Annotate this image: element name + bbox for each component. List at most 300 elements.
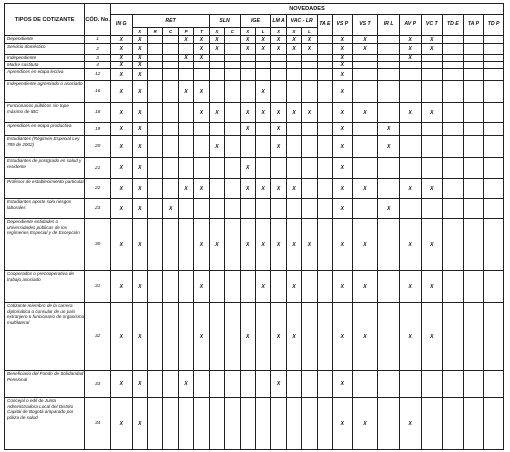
mark-cell: X: [240, 123, 255, 136]
empty-cell: [317, 271, 332, 303]
empty-cell: [484, 55, 504, 62]
mark-cell: X: [240, 303, 255, 371]
table-row: [5, 271, 504, 303]
mark-cell: X: [255, 44, 270, 55]
empty-cell: [163, 44, 178, 55]
empty-cell: [317, 36, 332, 44]
mark-cell: X: [378, 199, 400, 219]
novedad-sub-1-0: X: [132, 28, 147, 36]
empty-cell: [352, 158, 378, 179]
mark-cell: X: [352, 179, 378, 199]
empty-cell: [147, 158, 162, 179]
empty-cell: [484, 103, 504, 123]
mark-cell: X: [255, 219, 270, 271]
empty-cell: [463, 179, 484, 199]
mark-cell: X: [352, 398, 378, 450]
mark-cell: X: [132, 271, 147, 303]
table-row: [5, 69, 504, 81]
empty-cell: [194, 371, 209, 398]
empty-cell: [286, 199, 301, 219]
mark-cell: X: [352, 219, 378, 271]
mark-cell: X: [286, 103, 301, 123]
mark-cell: X: [421, 179, 443, 199]
empty-cell: [352, 62, 378, 69]
tipo-cotizante-cell: Madre sustituta: [5, 62, 85, 69]
empty-cell: [209, 371, 224, 398]
novedad-col-8: VS T: [352, 15, 378, 36]
empty-cell: [147, 371, 162, 398]
empty-cell: [302, 69, 317, 81]
empty-cell: [421, 69, 443, 81]
mark-cell: X: [255, 36, 270, 44]
mark-cell: X: [110, 271, 132, 303]
mark-cell: X: [178, 179, 193, 199]
empty-cell: [463, 219, 484, 271]
empty-cell: [286, 123, 301, 136]
empty-cell: [163, 36, 178, 44]
empty-cell: [463, 103, 484, 123]
empty-cell: [463, 81, 484, 103]
empty-cell: [225, 103, 240, 123]
empty-cell: [317, 371, 332, 398]
empty-cell: [484, 44, 504, 55]
mark-cell: X: [333, 69, 353, 81]
empty-cell: [421, 371, 443, 398]
novedad-group-3: IGE: [240, 15, 271, 28]
mark-cell: X: [240, 158, 255, 179]
empty-cell: [240, 398, 255, 450]
empty-cell: [271, 271, 286, 303]
mark-cell: X: [132, 69, 147, 81]
codigo-cell: 4: [85, 62, 111, 69]
mark-cell: X: [110, 123, 132, 136]
mark-cell: X: [132, 103, 147, 123]
mark-cell: X: [132, 158, 147, 179]
empty-cell: [378, 179, 400, 199]
empty-cell: [147, 69, 162, 81]
empty-cell: [317, 136, 332, 158]
mark-cell: X: [132, 136, 147, 158]
empty-cell: [463, 303, 484, 371]
mark-cell: X: [333, 62, 353, 69]
empty-cell: [209, 303, 224, 371]
mark-cell: X: [255, 179, 270, 199]
empty-cell: [302, 179, 317, 199]
empty-cell: [484, 36, 504, 44]
empty-cell: [225, 62, 240, 69]
mark-cell: X: [194, 81, 209, 103]
mark-cell: X: [399, 44, 421, 55]
empty-cell: [421, 398, 443, 450]
empty-cell: [421, 55, 443, 62]
empty-cell: [484, 179, 504, 199]
empty-cell: [302, 123, 317, 136]
empty-cell: [255, 55, 270, 62]
mark-cell: X: [132, 371, 147, 398]
empty-cell: [302, 199, 317, 219]
novedad-group-2: SLN: [209, 15, 240, 28]
empty-cell: [209, 62, 224, 69]
empty-cell: [352, 55, 378, 62]
novedad-col-10: AV P: [399, 15, 421, 36]
empty-cell: [352, 199, 378, 219]
empty-cell: [225, 36, 240, 44]
empty-cell: [302, 136, 317, 158]
mark-cell: X: [352, 271, 378, 303]
codigo-cell: 21: [85, 158, 111, 179]
mark-cell: X: [178, 81, 193, 103]
mark-cell: X: [421, 271, 443, 303]
table-row: [5, 36, 504, 44]
novedad-sub-5-0: X: [286, 28, 301, 36]
empty-cell: [225, 136, 240, 158]
empty-cell: [271, 69, 286, 81]
table-row: [5, 179, 504, 199]
empty-cell: [352, 123, 378, 136]
mark-cell: X: [399, 103, 421, 123]
table-row: [5, 81, 504, 103]
empty-cell: [317, 44, 332, 55]
mark-cell: X: [352, 303, 378, 371]
mark-cell: X: [302, 219, 317, 271]
empty-cell: [286, 81, 301, 103]
empty-cell: [302, 62, 317, 69]
empty-cell: [255, 69, 270, 81]
novedad-col-0: IN G: [110, 15, 132, 36]
empty-cell: [163, 179, 178, 199]
mark-cell: X: [271, 303, 286, 371]
empty-cell: [147, 81, 162, 103]
novedad-sub-4-0: X: [271, 28, 286, 36]
empty-cell: [463, 371, 484, 398]
mark-cell: X: [194, 44, 209, 55]
empty-cell: [286, 371, 301, 398]
novedad-col-12: TD E: [443, 15, 464, 36]
mark-cell: X: [209, 36, 224, 44]
empty-cell: [147, 136, 162, 158]
mark-cell: X: [352, 103, 378, 123]
mark-cell: X: [110, 36, 132, 44]
empty-cell: [378, 44, 400, 55]
empty-cell: [378, 55, 400, 62]
empty-cell: [302, 271, 317, 303]
novedad-sub-3-1: L: [255, 28, 270, 36]
table-row: [5, 158, 504, 179]
empty-cell: [178, 136, 193, 158]
tipo-cotizante-cell: Concejal o edil de Junta Administradora Local del Distrito Capital de Bogotá amparado por póliza de salud: [5, 398, 85, 450]
mark-cell: X: [333, 44, 353, 55]
empty-cell: [317, 81, 332, 103]
empty-cell: [147, 44, 162, 55]
mark-cell: X: [209, 136, 224, 158]
mark-cell: X: [399, 303, 421, 371]
codigo-cell: 2: [85, 44, 111, 55]
mark-cell: X: [132, 62, 147, 69]
empty-cell: [443, 55, 464, 62]
novedad-sub-3-0: X: [240, 28, 255, 36]
mark-cell: X: [352, 44, 378, 55]
mark-cell: X: [110, 179, 132, 199]
mark-cell: X: [194, 271, 209, 303]
mark-cell: X: [110, 69, 132, 81]
novedad-sub-2-0: X: [209, 28, 224, 36]
empty-cell: [378, 271, 400, 303]
table-body: [5, 36, 504, 450]
table-row: [5, 55, 504, 62]
empty-cell: [163, 371, 178, 398]
empty-cell: [463, 36, 484, 44]
empty-cell: [399, 199, 421, 219]
tipo-cotizante-cell: Independiente: [5, 55, 85, 62]
empty-cell: [147, 36, 162, 44]
empty-cell: [463, 69, 484, 81]
empty-cell: [271, 158, 286, 179]
empty-cell: [209, 69, 224, 81]
codigo-cell: 23: [85, 199, 111, 219]
codigo-cell: 34: [85, 398, 111, 450]
empty-cell: [147, 398, 162, 450]
novedad-sub-5-1: L: [302, 28, 317, 36]
empty-cell: [399, 81, 421, 103]
novedad-sub-1-3: P: [178, 28, 193, 36]
empty-cell: [240, 62, 255, 69]
empty-cell: [443, 123, 464, 136]
empty-cell: [352, 136, 378, 158]
empty-cell: [209, 55, 224, 62]
empty-cell: [302, 303, 317, 371]
mark-cell: X: [399, 36, 421, 44]
empty-cell: [255, 371, 270, 398]
mark-cell: X: [194, 179, 209, 199]
empty-cell: [421, 62, 443, 69]
tipo-cotizante-cell: Profesor de establecimiento particular: [5, 179, 85, 199]
empty-cell: [255, 62, 270, 69]
mark-cell: X: [110, 103, 132, 123]
codigo-cell: 19: [85, 123, 111, 136]
mark-cell: X: [286, 271, 301, 303]
mark-cell: X: [421, 36, 443, 44]
mark-cell: X: [132, 219, 147, 271]
mark-cell: X: [333, 303, 353, 371]
tipo-cotizante-cell: Independiente agremiado o asociado: [5, 81, 85, 103]
table-row: [5, 303, 504, 371]
empty-cell: [225, 398, 240, 450]
empty-cell: [240, 371, 255, 398]
empty-cell: [484, 398, 504, 450]
empty-cell: [271, 199, 286, 219]
empty-cell: [255, 136, 270, 158]
mark-cell: X: [421, 44, 443, 55]
mark-cell: X: [333, 199, 353, 219]
empty-cell: [463, 44, 484, 55]
codigo-cell: 30: [85, 219, 111, 271]
empty-cell: [194, 62, 209, 69]
empty-cell: [240, 271, 255, 303]
empty-cell: [225, 69, 240, 81]
empty-cell: [378, 81, 400, 103]
empty-cell: [484, 303, 504, 371]
empty-cell: [443, 44, 464, 55]
empty-cell: [240, 55, 255, 62]
tipo-cotizante-cell: Aprendices en etapa productiva: [5, 123, 85, 136]
empty-cell: [443, 36, 464, 44]
empty-cell: [194, 398, 209, 450]
mark-cell: X: [399, 55, 421, 62]
empty-cell: [443, 158, 464, 179]
mark-cell: X: [333, 398, 353, 450]
mark-cell: X: [333, 103, 353, 123]
mark-cell: X: [209, 44, 224, 55]
novedad-group-4: LM A: [271, 15, 286, 28]
empty-cell: [443, 62, 464, 69]
empty-cell: [317, 179, 332, 199]
empty-cell: [147, 303, 162, 371]
mark-cell: X: [421, 219, 443, 271]
mark-cell: X: [286, 219, 301, 271]
tipo-cotizante-cell: Cooperados o precooperativa de trabajo asociado: [5, 271, 85, 303]
empty-cell: [225, 271, 240, 303]
empty-cell: [163, 103, 178, 123]
empty-cell: [317, 219, 332, 271]
empty-cell: [484, 62, 504, 69]
empty-cell: [271, 62, 286, 69]
tipo-cotizante-cell: Estudiantes (Régimen Especial Ley 789 de 2002): [5, 136, 85, 158]
header-row-top: [5, 4, 504, 15]
empty-cell: [463, 398, 484, 450]
table-row: [5, 199, 504, 219]
cotizante-table-wrapper: [4, 3, 504, 448]
empty-cell: [443, 303, 464, 371]
codigo-cell: 1: [85, 36, 111, 44]
tipo-cotizante-cell: Aprendices en etapa lectiva: [5, 69, 85, 81]
mark-cell: X: [286, 44, 301, 55]
empty-cell: [163, 123, 178, 136]
empty-cell: [317, 398, 332, 450]
empty-cell: [163, 62, 178, 69]
empty-cell: [484, 199, 504, 219]
empty-cell: [147, 103, 162, 123]
empty-cell: [378, 219, 400, 271]
empty-cell: [225, 44, 240, 55]
mark-cell: X: [333, 81, 353, 103]
mark-cell: X: [194, 55, 209, 62]
mark-cell: X: [286, 303, 301, 371]
empty-cell: [421, 158, 443, 179]
empty-cell: [463, 158, 484, 179]
codigo-header: CÓD. No.: [85, 4, 111, 36]
empty-cell: [178, 103, 193, 123]
tipo-cotizante-cell: Dependiente entidades o universidades públicas de los regímenes Especial y de Excepción: [5, 219, 85, 271]
empty-cell: [178, 303, 193, 371]
empty-cell: [225, 123, 240, 136]
empty-cell: [225, 158, 240, 179]
empty-cell: [286, 136, 301, 158]
empty-cell: [178, 199, 193, 219]
empty-cell: [240, 81, 255, 103]
codigo-cell: 31: [85, 271, 111, 303]
mark-cell: X: [110, 55, 132, 62]
empty-cell: [484, 123, 504, 136]
novedad-sub-1-2: C: [163, 28, 178, 36]
mark-cell: X: [240, 103, 255, 123]
mark-cell: X: [110, 44, 132, 55]
mark-cell: X: [194, 36, 209, 44]
mark-cell: X: [286, 179, 301, 199]
mark-cell: X: [421, 303, 443, 371]
mark-cell: X: [302, 103, 317, 123]
tipo-cotizante-cell: Servicio doméstico: [5, 44, 85, 55]
empty-cell: [317, 55, 332, 62]
mark-cell: X: [132, 398, 147, 450]
mark-cell: X: [194, 219, 209, 271]
empty-cell: [463, 136, 484, 158]
empty-cell: [399, 69, 421, 81]
mark-cell: X: [132, 55, 147, 62]
mark-cell: X: [132, 36, 147, 44]
mark-cell: X: [194, 303, 209, 371]
mark-cell: X: [333, 271, 353, 303]
mark-cell: X: [240, 44, 255, 55]
empty-cell: [240, 69, 255, 81]
mark-cell: X: [333, 123, 353, 136]
codigo-cell: 16: [85, 81, 111, 103]
empty-cell: [178, 123, 193, 136]
empty-cell: [484, 371, 504, 398]
empty-cell: [163, 271, 178, 303]
empty-cell: [240, 199, 255, 219]
empty-cell: [378, 36, 400, 44]
empty-cell: [194, 123, 209, 136]
mark-cell: X: [302, 36, 317, 44]
codigo-cell: 22: [85, 179, 111, 199]
novedad-col-13: TA P: [463, 15, 484, 36]
mark-cell: X: [110, 62, 132, 69]
mark-cell: X: [255, 271, 270, 303]
novedad-sub-2-1: C: [225, 28, 240, 36]
empty-cell: [209, 398, 224, 450]
mark-cell: X: [271, 179, 286, 199]
empty-cell: [463, 123, 484, 136]
empty-cell: [286, 69, 301, 81]
empty-cell: [443, 103, 464, 123]
mark-cell: X: [255, 81, 270, 103]
mark-cell: X: [110, 199, 132, 219]
table-row: [5, 62, 504, 69]
empty-cell: [443, 219, 464, 271]
mark-cell: X: [333, 55, 353, 62]
empty-cell: [317, 199, 332, 219]
empty-cell: [421, 81, 443, 103]
empty-cell: [194, 199, 209, 219]
empty-cell: [378, 158, 400, 179]
empty-cell: [163, 136, 178, 158]
codigo-cell: 32: [85, 303, 111, 371]
empty-cell: [378, 69, 400, 81]
mark-cell: X: [271, 371, 286, 398]
mark-cell: X: [271, 136, 286, 158]
mark-cell: X: [399, 398, 421, 450]
novedad-sub-1-4: T: [194, 28, 209, 36]
mark-cell: X: [271, 36, 286, 44]
empty-cell: [463, 199, 484, 219]
mark-cell: X: [132, 44, 147, 55]
empty-cell: [317, 123, 332, 136]
empty-cell: [255, 199, 270, 219]
empty-cell: [178, 158, 193, 179]
empty-cell: [302, 158, 317, 179]
empty-cell: [484, 81, 504, 103]
mark-cell: X: [333, 179, 353, 199]
